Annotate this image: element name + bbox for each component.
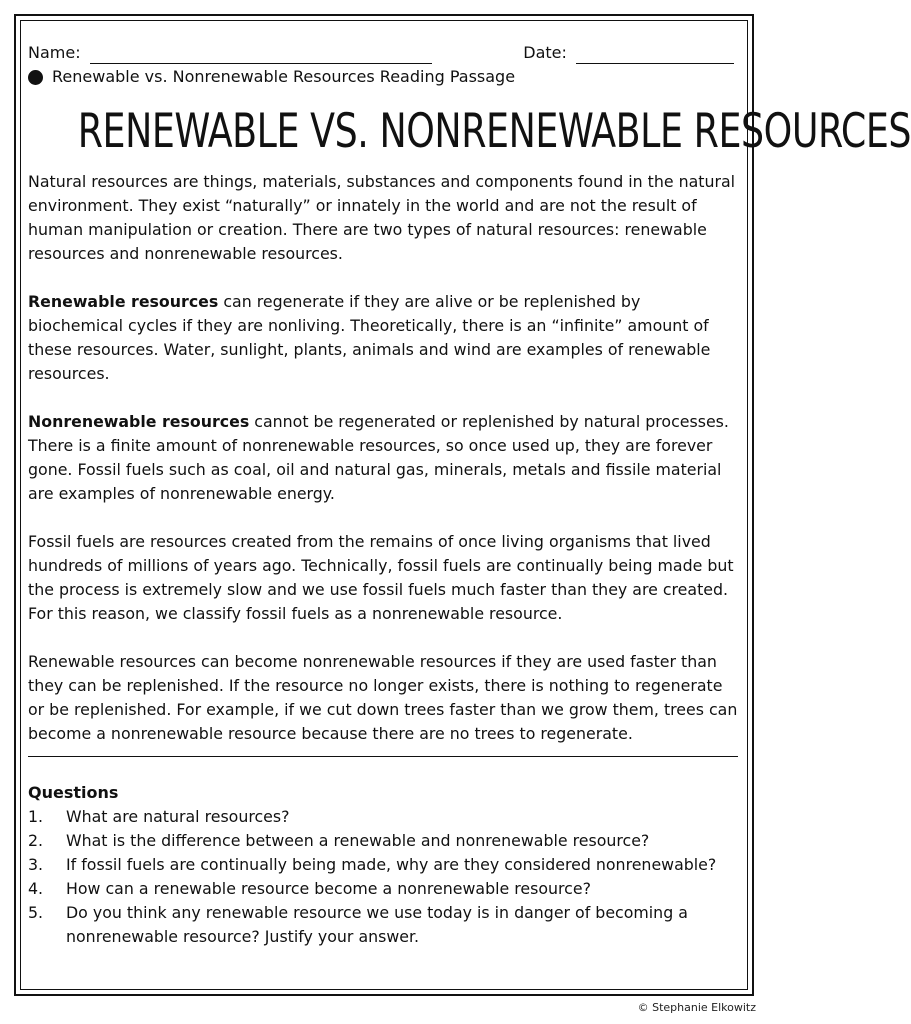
question-item xyxy=(28,877,738,901)
date-label: Date: xyxy=(523,43,567,62)
date-blank-line xyxy=(576,47,734,64)
question-text: What are natural resources? xyxy=(66,807,290,826)
question-number: 4. xyxy=(28,879,44,898)
question-item xyxy=(28,901,738,949)
name-blank-line xyxy=(90,47,432,64)
name-field[interactable] xyxy=(28,42,432,64)
paragraph-nonrenewable xyxy=(28,410,738,506)
date-field[interactable] xyxy=(523,42,734,64)
question-text: If fossil fuels are continually being made, why are they considered nonrenewable? xyxy=(66,855,717,874)
question-number: 5. xyxy=(28,903,44,922)
copyright-notice: © Stephanie Elkowitz xyxy=(637,1001,756,1014)
paragraph-nonrenewable-text: cannot be regenerated or replenished by natural processes. There is a finite amount of nonrenewable resources, so once used up, they are forever gone. Fossil fuels such as coal, oil and natural gas, minerals, metals and fissile material are examples of nonrenewable energy. xyxy=(28,412,729,503)
bullet-icon xyxy=(28,70,43,85)
question-number: 2. xyxy=(28,831,44,850)
page-title: RENEWABLE VS. NONRENEWABLE RESOURCES xyxy=(77,104,911,159)
paragraph-natural-resources: Natural resources are things, materials, substances and components found in the natural environment. They exist “naturally” or innately in the world and are not the result of human manipulation or creation. There are two types of natural resources: renewable resources and nonrenewable resources. xyxy=(28,172,736,263)
question-item xyxy=(28,853,738,877)
question-text: How can a renewable resource become a nonrenewable resource? xyxy=(66,879,591,898)
question-item xyxy=(28,805,738,829)
worksheet-content xyxy=(28,42,911,949)
question-text: Do you think any renewable resource we use today is in danger of becoming a nonrenewable resource? Justify your answer. xyxy=(66,903,688,946)
questions-heading: Questions xyxy=(28,783,119,802)
question-number: 1. xyxy=(28,807,44,826)
subtitle-row xyxy=(28,66,738,88)
name-label: Name: xyxy=(28,43,81,62)
header-row xyxy=(28,42,738,64)
paragraph-fossil-fuels: Fossil fuels are resources created from the remains of once living organisms that lived hundreds of millions of years ago. Technically, fossil fuels are continually being made but the process is extremely slow and we use fossil fuels much faster than they are created. For this reason, we classify fossil fuels as a nonrenewable resource. xyxy=(28,532,734,623)
term-nonrenewable-resources: Nonrenewable resources xyxy=(28,412,250,431)
paragraph-renewable xyxy=(28,290,738,386)
paragraph-becoming-nonrenewable: Renewable resources can become nonrenewable resources if they are used faster than they can be replenished. If the resource no longer exists, there is nothing to regenerate or be replenished. For example, if we cut down trees faster than we grow them, trees can become a nonrenewable resource because there are no trees to regenerate. xyxy=(28,652,738,743)
subtitle: Renewable vs. Nonrenewable Resources Reading Passage xyxy=(52,67,516,86)
question-number: 3. xyxy=(28,855,44,874)
paragraph-renewable-text: can regenerate if they are alive or be replenished by biochemical cycles if they are nonliving. Theoretically, there is an “infinite” amount of these resources. Water, sunlight, plants, animals and wind are examples of renewable resources. xyxy=(28,292,711,383)
term-renewable-resources: Renewable resources xyxy=(28,292,219,311)
page-border xyxy=(14,14,911,996)
question-text: What is the difference between a renewable and nonrenewable resource? xyxy=(66,831,650,850)
divider-line xyxy=(28,756,738,757)
questions-list xyxy=(28,805,738,949)
question-item xyxy=(28,829,738,853)
